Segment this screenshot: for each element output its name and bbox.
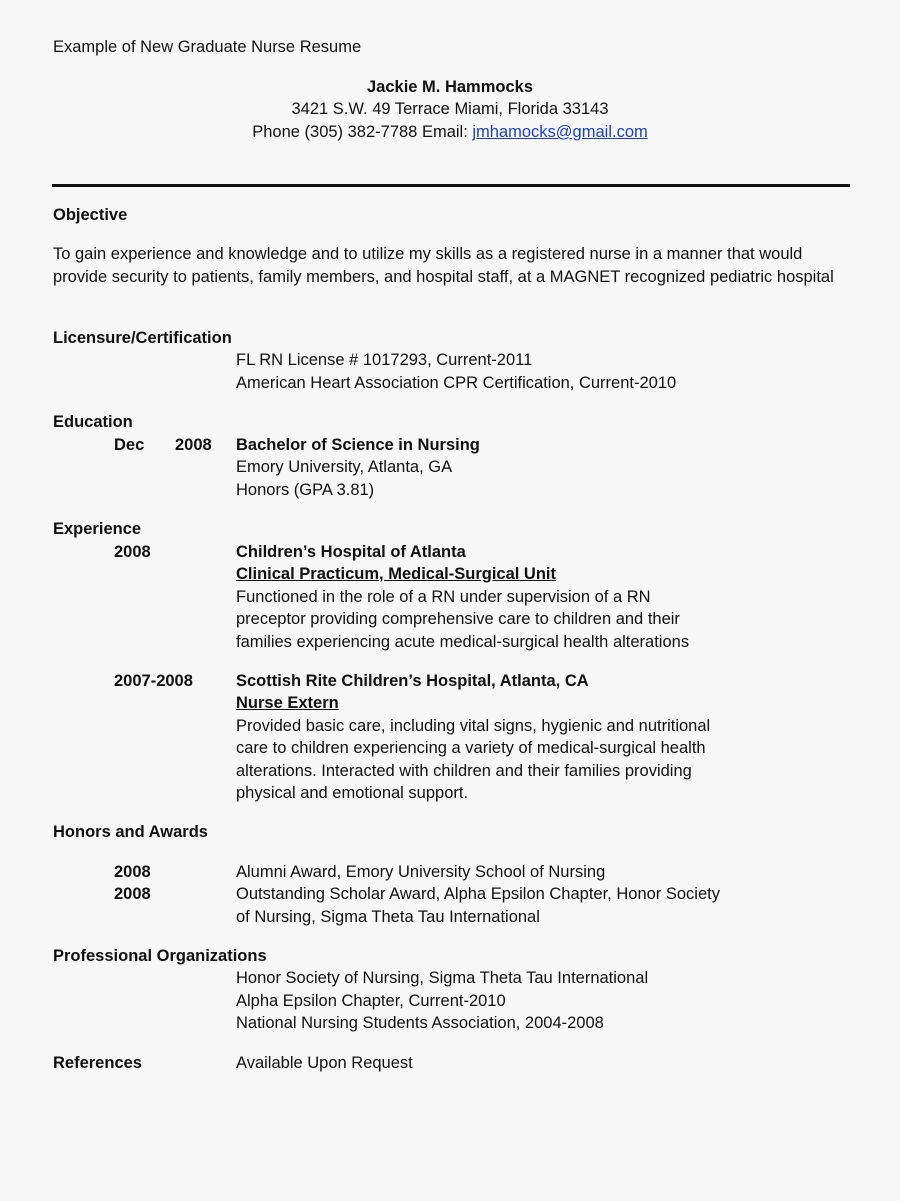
contact-line [0, 121, 900, 143]
job-organization: Children’s Hospital of Atlanta [236, 543, 466, 561]
document-title: Example of New Graduate Nurse Resume [53, 38, 362, 56]
organization-item: National Nursing Students Association, 2004-2008 [236, 1014, 604, 1032]
award-year: 2008 [114, 863, 151, 881]
job-description-line: Provided basic care, including vital signs, hygienic and nutritional [236, 717, 711, 735]
applicant-name: Jackie M. Hammocks [366, 78, 533, 96]
education-degree: Bachelor of Science in Nursing [236, 436, 480, 454]
section-heading-honors: Honors and Awards [53, 823, 208, 841]
applicant-address: 3421 S.W. 49 Terrace Miami, Florida 33143 [291, 100, 609, 118]
education-month: Dec [114, 436, 145, 454]
job-description-line: care to children experiencing a variety of medical-surgical health [236, 739, 706, 757]
license-item: FL RN License # 1017293, Current-2011 [236, 351, 533, 369]
job-description-line: alterations. Interacted with children and their families providing [236, 762, 692, 780]
header-divider [52, 184, 850, 187]
education-honors: Honors (GPA 3.81) [236, 481, 375, 499]
objective-text: To gain experience and knowledge and to utilize my skills as a registered nurse in a manner that would provide security to patients, family members, and hospital staff, at a MAGNET recognized pediatric hospital [53, 245, 834, 286]
certification-item: American Heart Association CPR Certification, Current-2010 [236, 374, 677, 392]
job-role: Clinical Practicum, Medical-Surgical Unit [236, 565, 557, 583]
job-description-line: physical and emotional support. [236, 784, 469, 802]
job-date: 2007-2008 [114, 672, 193, 690]
education-year: 2008 [175, 436, 212, 454]
phone-text: Phone (305) 382-7788 Email: [252, 123, 473, 141]
section-heading-licensure: Licensure/Certification [53, 329, 232, 347]
section-heading-organizations: Professional Organizations [53, 947, 267, 965]
award-year: 2008 [114, 885, 151, 903]
award-line: Outstanding Scholar Award, Alpha Epsilon Chapter, Honor Society [236, 885, 720, 903]
award-line: Alumni Award, Emory University School of Nursing [236, 863, 606, 881]
job-role: Nurse Extern [236, 694, 339, 712]
section-heading-references: References [53, 1054, 142, 1072]
job-description-line: families experiencing acute medical-surgical health alterations [236, 633, 690, 651]
section-heading-education: Education [53, 413, 133, 431]
section-heading-objective: Objective [53, 206, 128, 224]
job-organization: Scottish Rite Children’s Hospital, Atlanta, CA [236, 672, 589, 690]
email-link[interactable]: jmhamocks@gmail.com [472, 123, 648, 141]
job-date: 2008 [114, 543, 151, 561]
job-description-line: preceptor providing comprehensive care to children and their [236, 610, 680, 628]
education-school: Emory University, Atlanta, GA [236, 458, 453, 476]
references-text: Available Upon Request [236, 1054, 413, 1072]
job-description-line: Functioned in the role of a RN under supervision of a RN [236, 588, 651, 606]
section-heading-experience: Experience [53, 520, 142, 538]
organization-item: Alpha Epsilon Chapter, Current-2010 [236, 992, 506, 1010]
award-line: of Nursing, Sigma Theta Tau International [236, 908, 540, 926]
organization-item: Honor Society of Nursing, Sigma Theta Tau International [236, 969, 649, 987]
